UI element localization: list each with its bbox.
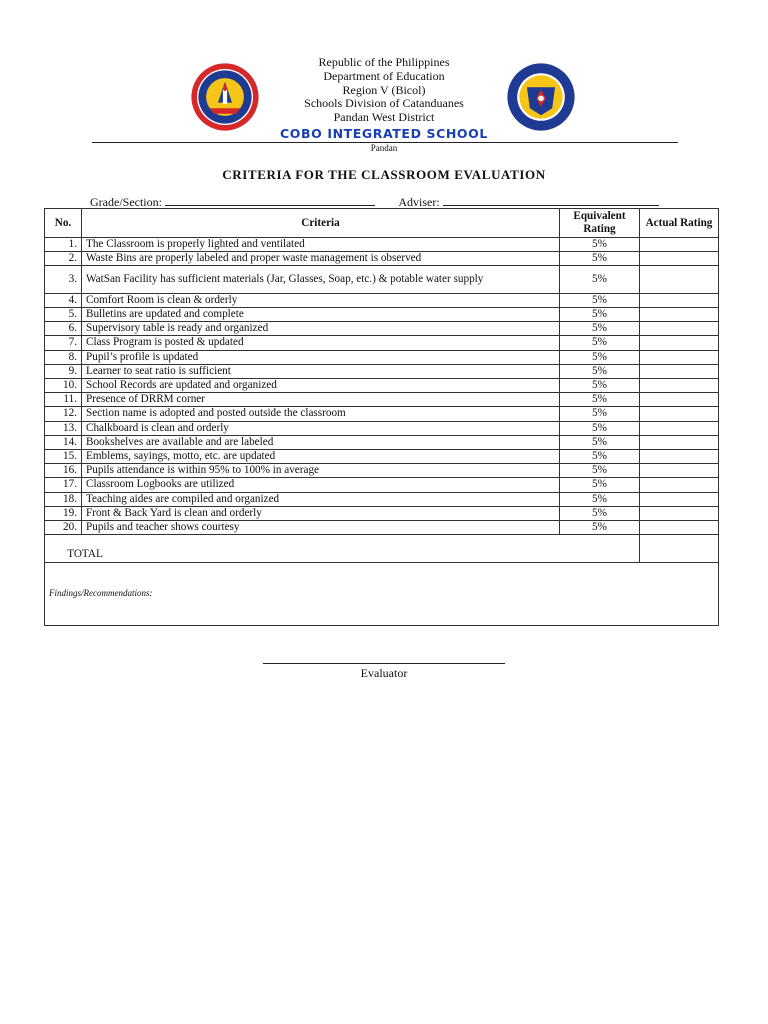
total-value-cell[interactable] — [640, 535, 719, 562]
row-criteria: Pupils attendance is within 95% to 100% in average — [82, 464, 560, 478]
table-row — [45, 350, 719, 364]
row-actual-rating[interactable] — [640, 450, 719, 464]
row-number: 7. — [45, 336, 82, 350]
table-row — [45, 336, 719, 350]
row-criteria: Pupil’s profile is updated — [82, 350, 560, 364]
row-criteria: Presence of DRRM corner — [82, 393, 560, 407]
row-actual-rating[interactable] — [640, 407, 719, 421]
row-actual-rating[interactable] — [640, 435, 719, 449]
row-equivalent-rating: 5% — [560, 506, 640, 520]
row-number: 18. — [45, 492, 82, 506]
row-equivalent-rating: 5% — [560, 252, 640, 266]
row-equivalent-rating: 5% — [560, 407, 640, 421]
signature-block — [263, 663, 505, 681]
findings-box[interactable] — [45, 562, 719, 625]
grade-section-blank[interactable] — [165, 194, 375, 206]
table-row — [45, 293, 719, 307]
row-actual-rating[interactable] — [640, 506, 719, 520]
table-row — [45, 506, 719, 520]
row-number: 15. — [45, 450, 82, 464]
row-criteria: WatSan Facility has sufficient materials (Jar, Glasses, Soap, etc.) & potable water supply — [82, 266, 560, 293]
school-seal-icon — [190, 62, 260, 132]
document-header — [0, 55, 768, 153]
row-equivalent-rating: 5% — [560, 464, 640, 478]
document-title: CRITERIA FOR THE CLASSROOM EVALUATION — [222, 167, 546, 182]
row-criteria: Chalkboard is clean and orderly — [82, 421, 560, 435]
table-row — [45, 266, 719, 293]
row-actual-rating[interactable] — [640, 293, 719, 307]
row-equivalent-rating: 5% — [560, 308, 640, 322]
adviser-blank[interactable] — [443, 194, 659, 206]
row-number: 1. — [45, 238, 82, 252]
row-actual-rating[interactable] — [640, 266, 719, 293]
row-number: 8. — [45, 350, 82, 364]
table-row — [45, 450, 719, 464]
table-row — [45, 421, 719, 435]
row-criteria: Pupils and teacher shows courtesy — [82, 521, 560, 535]
row-equivalent-rating: 5% — [560, 450, 640, 464]
evaluator-signature-line[interactable] — [263, 663, 505, 664]
row-number: 3. — [45, 266, 82, 293]
total-label: TOTAL — [45, 535, 640, 562]
row-number: 9. — [45, 364, 82, 378]
row-equivalent-rating: 5% — [560, 521, 640, 535]
header-actual-rating: Actual Rating — [640, 209, 719, 238]
town-name: Pandan — [370, 143, 398, 153]
row-criteria: Front & Back Yard is clean and orderly — [82, 506, 560, 520]
row-number: 2. — [45, 252, 82, 266]
row-number: 12. — [45, 407, 82, 421]
row-equivalent-rating: 5% — [560, 293, 640, 307]
row-actual-rating[interactable] — [640, 393, 719, 407]
row-criteria: Waste Bins are properly labeled and proper waste management is observed — [82, 252, 560, 266]
row-criteria: Supervisory table is ready and organized — [82, 322, 560, 336]
row-equivalent-rating: 5% — [560, 266, 640, 293]
row-equivalent-rating: 5% — [560, 350, 640, 364]
row-actual-rating[interactable] — [640, 379, 719, 393]
header-line-department: Department of Education — [323, 68, 445, 83]
row-number: 10. — [45, 379, 82, 393]
table-row — [45, 435, 719, 449]
table-row — [45, 407, 719, 421]
row-equivalent-rating: 5% — [560, 322, 640, 336]
table-row — [45, 252, 719, 266]
row-criteria: Classroom Logbooks are utilized — [82, 478, 560, 492]
row-actual-rating[interactable] — [640, 322, 719, 336]
header-line-division: Schools Division of Catanduanes — [304, 96, 464, 111]
row-number: 11. — [45, 393, 82, 407]
row-actual-rating[interactable] — [640, 492, 719, 506]
findings-label: Findings/Recommendations: — [49, 588, 153, 599]
header-line-region: Region V (Bicol) — [342, 82, 426, 97]
row-actual-rating[interactable] — [640, 350, 719, 364]
row-criteria: Learner to seat ratio is sufficient — [82, 364, 560, 378]
row-criteria: School Records are updated and organized — [82, 379, 560, 393]
grade-section-label: Grade/Section: — [90, 195, 162, 209]
row-equivalent-rating: 5% — [560, 435, 640, 449]
row-criteria: Section name is adopted and posted outside the classroom — [82, 407, 560, 421]
header-line-district: Pandan West District — [333, 110, 435, 125]
header-line-republic: Republic of the Philippines — [318, 55, 450, 69]
header-no: No. — [45, 209, 82, 238]
row-number: 6. — [45, 322, 82, 336]
table-row — [45, 238, 719, 252]
table-row — [45, 322, 719, 336]
row-criteria: Comfort Room is clean & orderly — [82, 293, 560, 307]
row-equivalent-rating: 5% — [560, 393, 640, 407]
table-row — [45, 492, 719, 506]
row-criteria: Teaching aides are compiled and organized — [82, 492, 560, 506]
row-criteria: Emblems, sayings, motto, etc. are updated — [82, 450, 560, 464]
table-row — [45, 478, 719, 492]
row-actual-rating[interactable] — [640, 478, 719, 492]
row-number: 13. — [45, 421, 82, 435]
row-criteria: Bookshelves are available and are labeled — [82, 435, 560, 449]
adviser-label: Adviser: — [398, 195, 440, 209]
row-equivalent-rating: 5% — [560, 492, 640, 506]
row-actual-rating[interactable] — [640, 464, 719, 478]
row-number: 14. — [45, 435, 82, 449]
row-equivalent-rating: 5% — [560, 379, 640, 393]
header-equivalent-rating: Equivalent Rating — [560, 209, 640, 238]
row-number: 16. — [45, 464, 82, 478]
row-actual-rating[interactable] — [640, 336, 719, 350]
table-row — [45, 379, 719, 393]
deped-seal-icon — [506, 62, 576, 132]
row-number: 20. — [45, 521, 82, 535]
table-row — [45, 393, 719, 407]
row-actual-rating[interactable] — [640, 521, 719, 535]
row-criteria: Bulletins are updated and complete — [82, 308, 560, 322]
row-actual-rating[interactable] — [640, 421, 719, 435]
row-equivalent-rating: 5% — [560, 238, 640, 252]
row-equivalent-rating: 5% — [560, 336, 640, 350]
header-criteria: Criteria — [82, 209, 560, 238]
row-number: 17. — [45, 478, 82, 492]
row-equivalent-rating: 5% — [560, 364, 640, 378]
row-criteria: The Classroom is properly lighted and ventilated — [82, 238, 560, 252]
row-actual-rating[interactable] — [640, 252, 719, 266]
school-name: COBO INTEGRATED SCHOOL — [280, 125, 488, 141]
criteria-body — [45, 238, 719, 535]
evaluator-label: Evaluator — [360, 666, 408, 680]
row-equivalent-rating: 5% — [560, 478, 640, 492]
row-equivalent-rating: 5% — [560, 421, 640, 435]
row-actual-rating[interactable] — [640, 364, 719, 378]
row-actual-rating[interactable] — [640, 238, 719, 252]
row-number: 4. — [45, 293, 82, 307]
row-actual-rating[interactable] — [640, 308, 719, 322]
row-number: 5. — [45, 308, 82, 322]
table-row — [45, 521, 719, 535]
table-row — [45, 464, 719, 478]
criteria-table — [44, 208, 719, 626]
row-number: 19. — [45, 506, 82, 520]
table-row — [45, 364, 719, 378]
row-criteria: Class Program is posted & updated — [82, 336, 560, 350]
table-row — [45, 308, 719, 322]
